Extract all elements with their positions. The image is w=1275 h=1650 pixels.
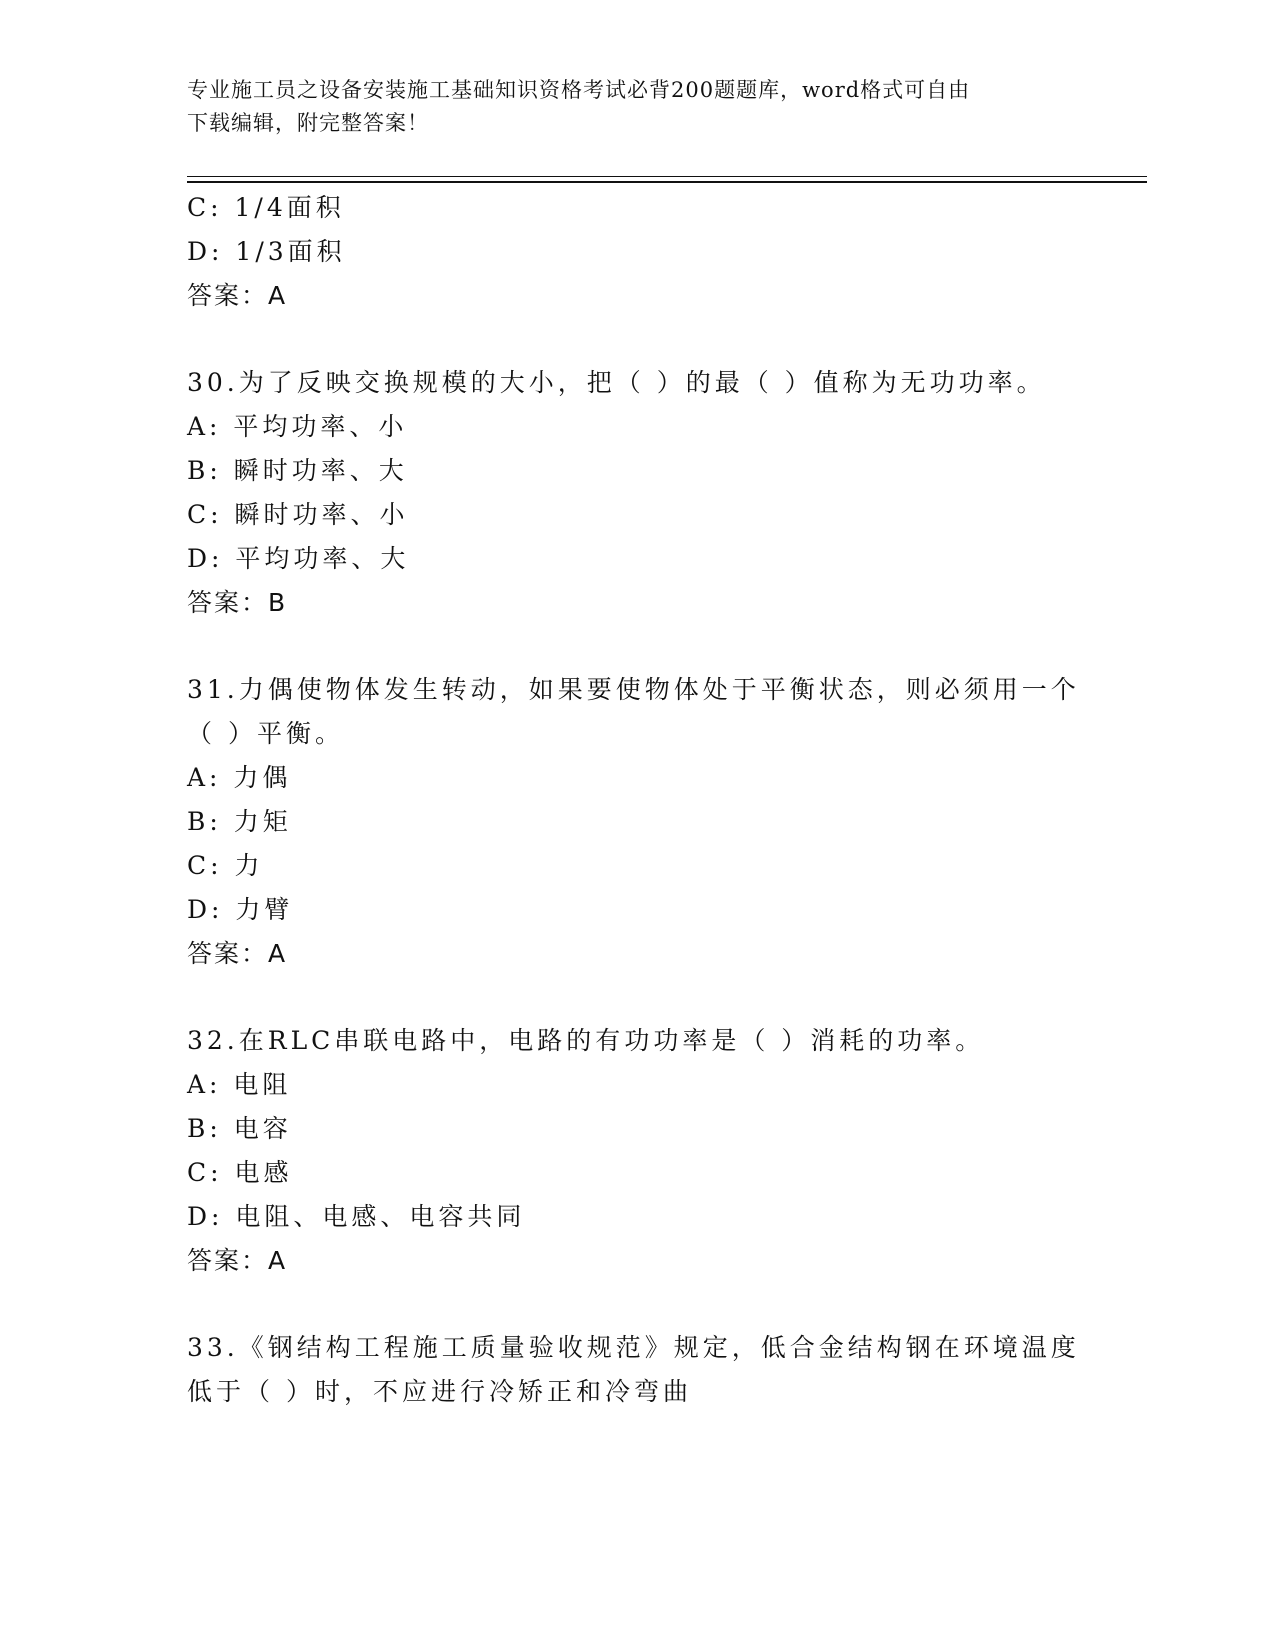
q30-option-d: D: 平均功率、大: [187, 544, 410, 573]
header-divider-thick: [187, 181, 1147, 183]
q29-option-c: C: 1/4面积: [187, 193, 345, 222]
q29-answer: 答案：A: [187, 281, 288, 310]
q32-option-d: D: 电阻、电感、电容共同: [187, 1202, 526, 1231]
q31-option-d: D: 力臂: [187, 895, 294, 924]
q30-stem: 30.为了反映交换规模的大小，把（ ）的最（ ）值称为无功功率。: [187, 368, 1046, 397]
q32-stem: 32.在RLC串联电路中，电路的有功功率是（ ）消耗的功率。: [187, 1026, 985, 1055]
q32-answer: 答案：A: [187, 1246, 288, 1275]
header-line-1: 专业施工员之设备安装施工基础知识资格考试必背200题题库，word格式可自由: [187, 78, 971, 102]
q33-stem-line-1: 33.《钢结构工程施工质量验收规范》规定，低合金结构钢在环境温度: [187, 1333, 1080, 1362]
q31-stem-line-2: （ ）平衡。: [187, 719, 344, 748]
q29-option-d: D: 1/3面积: [187, 237, 346, 266]
q30-answer: 答案：B: [187, 588, 288, 617]
q31-stem-line-1: 31.力偶使物体发生转动，如果要使物体处于平衡状态，则必须用一个: [187, 675, 1080, 704]
q32-option-b: B: 电容: [187, 1114, 292, 1143]
q33-stem-line-2: 低于（ ）时，不应进行冷矫正和冷弯曲: [187, 1377, 692, 1406]
q31-option-a: A: 力偶: [187, 763, 292, 792]
q30-option-c: C: 瞬时功率、小: [187, 500, 409, 529]
q31-option-c: C: 力: [187, 851, 264, 880]
q31-answer: 答案：A: [187, 939, 288, 968]
q31-option-b: B: 力矩: [187, 807, 292, 836]
q32-option-c: C: 电感: [187, 1158, 293, 1187]
q32-option-a: A: 电阻: [187, 1070, 292, 1099]
page-header: [187, 74, 1067, 140]
header-divider-thin: [187, 176, 1147, 177]
q30-option-a: A: 平均功率、小: [187, 412, 408, 441]
q30-option-b: B: 瞬时功率、大: [187, 456, 408, 485]
header-line-2: 下载编辑，附完整答案！: [187, 111, 429, 135]
